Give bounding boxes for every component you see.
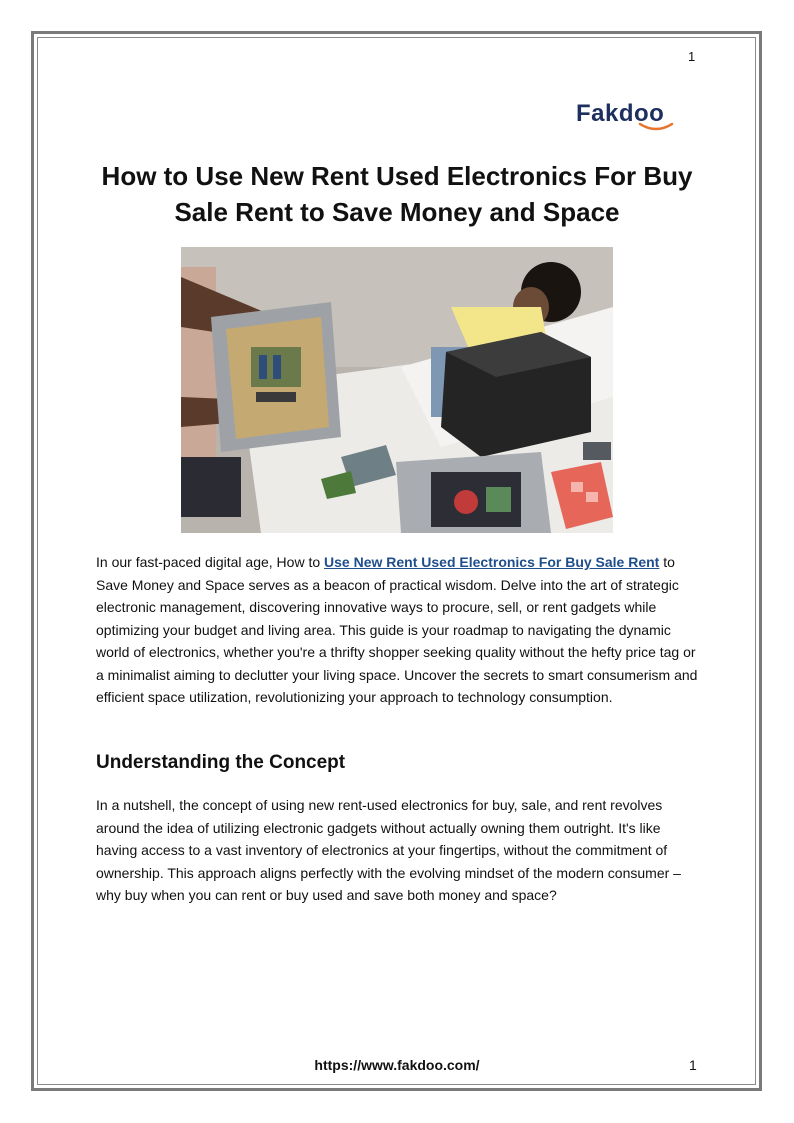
footer-url-link[interactable]: https://www.fakdoo.com/ (314, 1057, 480, 1073)
logo-text: Fakdoo (576, 100, 665, 127)
section-heading: Understanding the Concept (96, 752, 346, 773)
intro-paragraph (96, 551, 700, 709)
fakdoo-logo[interactable] (576, 100, 696, 136)
logo-smile-icon (576, 122, 696, 136)
page-number-top: 1 (688, 49, 696, 64)
page-number-bottom: 1 (689, 1057, 697, 1073)
section-paragraph: In a nutshell, the concept of using new rent-used electronics for buy, sale, and rent revolves around the idea of utilizing electronic gadgets without actually owning them outright. It's like having access to a vast inventory of electronics at your fingertips, without the commitment of ownership. This approach aligns perfectly with the evolving mindset of the modern consumer – why buy when you can rent or buy used and save both money and space? (96, 797, 681, 903)
intro-text-after-link: to Save Money and Space serves as a beacon of practical wisdom. Delve into the art of strategic electronic management, discovering innovative ways to procure, sell, or rent gadgets while optimizing your budget and living area. This guide is your roadmap to navigating the dynamic world of electronics, whether you're a thrifty shopper seeking quality without the hefty price tag or a minimalist aiming to declutter your living space. Uncover the secrets to smart consumerism and efficient space utilization, revolutionizing your approach to technology consumption. (96, 554, 698, 705)
hero-image (181, 247, 613, 533)
intro-link[interactable]: Use New Rent Used Electronics For Buy Sale Rent (324, 554, 660, 570)
intro-text-before-link: In our fast-paced digital age, How to (96, 554, 325, 570)
computer-repair-photo-icon (181, 247, 613, 533)
page-title: How to Use New Rent Used Electronics For Buy Sale Rent to Save Money and Space (101, 161, 693, 227)
